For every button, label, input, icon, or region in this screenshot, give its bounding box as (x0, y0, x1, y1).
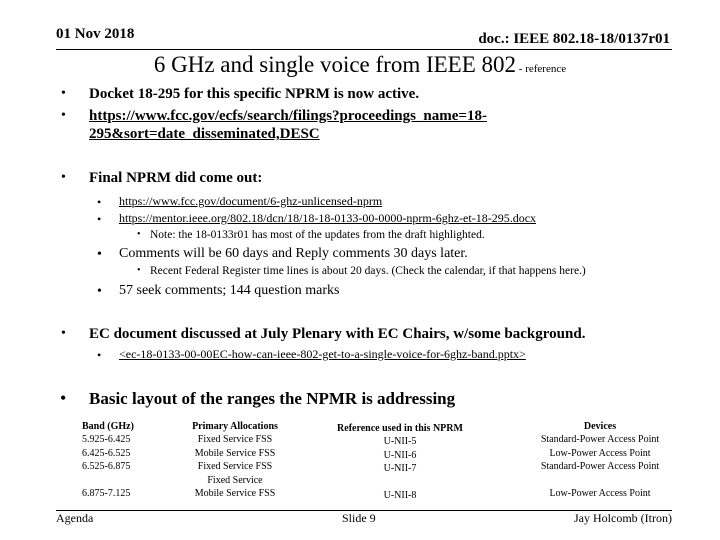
table-header-reference: Reference used in this NPRM (337, 423, 463, 434)
table-cell: Low-Power Access Point (549, 447, 651, 459)
table-cell: U-NII-6 (383, 449, 417, 461)
table-spacer (520, 474, 680, 487)
bullet-dot: • (97, 247, 102, 262)
table-cell: Mobile Service FSS (194, 488, 276, 500)
slide-title-suffix: - reference (516, 63, 567, 75)
ec-document-link[interactable]: <ec-18-0133-00-00EC-how-can-ieee-802-get-to-a-single-voice-for-6ghz-band.pptx> (119, 347, 526, 361)
register-text: Recent Federal Register time lines is about 20 days. (Check the calendar, if that happens here.) (150, 265, 586, 277)
bullet-docket: Docket 18-295 for this specific NPRM is now active. (89, 86, 420, 102)
bullet-final-nprm: Final NPRM did come out: (89, 170, 263, 186)
table-cell: Standard-Power Access Point (540, 461, 660, 473)
slide-title-main: 6 GHz and single voice from IEEE 802 (153, 52, 517, 77)
footer-author: Jay Holcomb (Itron) (574, 511, 672, 525)
table-cell: 5.925-6.425 (82, 434, 131, 446)
table-cell: Standard-Power Access Point (540, 434, 660, 446)
table-cell: 6.425-6.525 (82, 447, 131, 459)
table-col-devices (520, 420, 680, 500)
header-date: 01 Nov 2018 (56, 26, 135, 42)
ecfs-link-line2[interactable]: 295&sort=date_disseminated,DESC (89, 126, 320, 142)
comments-text: Comments will be 60 days and Reply comments 30 days later. (119, 246, 468, 261)
bullet-basic-layout: Basic layout of the ranges the NPMR is addressing (89, 389, 456, 408)
table-cell: 6.875-7.125 (82, 488, 131, 500)
bullet-dot: • (60, 388, 67, 408)
bullet-dot: • (97, 284, 102, 299)
footer-slide-number: Slide 9 (342, 511, 376, 525)
table-col-allocations (180, 420, 290, 500)
footer-left: Agenda (56, 511, 94, 525)
ecfs-link-line1[interactable]: https://www.fcc.gov/ecfs/search/filings?proceedings_name=18- (89, 108, 487, 124)
bullet-dot: • (61, 326, 66, 341)
bullet-dot: • (137, 265, 141, 276)
table-cell: Fixed Service FSS (197, 461, 273, 473)
header-rule (56, 49, 672, 50)
bullet-dot: • (61, 108, 66, 123)
table-cell: Mobile Service FSS (194, 447, 276, 459)
bullet-dot: • (61, 170, 66, 185)
note-text: Note: the 18-0133r01 has most of the updates from the draft highlighted. (150, 229, 485, 241)
bullet-dot: • (97, 195, 102, 209)
table-col-reference (330, 422, 470, 502)
table-cell: U-NII-7 (383, 463, 417, 475)
table-spacer (82, 474, 134, 487)
table-spacer (330, 476, 470, 489)
table-header-devices: Devices (583, 421, 617, 432)
bullet-dot: • (97, 348, 102, 362)
bullet-ec-document: EC document discussed at July Plenary with EC Chairs, w/some background. (89, 326, 586, 342)
table-cell: U-NII-8 (383, 490, 417, 502)
table-cell: Fixed Service (207, 474, 263, 486)
bullet-dot: • (61, 86, 66, 101)
mentor-nprm-link[interactable]: https://mentor.ieee.org/802.18/dcn/18/18-18-0133-00-0000-nprm-6ghz-et-18-295.docx (119, 211, 537, 225)
table-cell: Fixed Service FSS (197, 434, 273, 446)
table-cell: U-NII-5 (383, 436, 417, 448)
bullet-dot: • (137, 229, 141, 240)
table-cell: Low-Power Access Point (549, 488, 651, 500)
table-col-band (82, 420, 134, 500)
table-cell: 6.525-6.875 (82, 461, 131, 473)
table-header-band: Band (GHz) (82, 421, 134, 432)
bullet-dot: • (97, 212, 102, 226)
header-doc-id: doc.: IEEE 802.18-18/0137r01 (478, 31, 670, 47)
slide-title (0, 52, 720, 78)
seek-comments-text: 57 seek comments; 144 question marks (119, 283, 340, 298)
table-header-allocations: Primary Allocations (192, 421, 278, 432)
fcc-document-link[interactable]: https://www.fcc.gov/document/6-ghz-unlicensed-nprm (119, 194, 383, 208)
